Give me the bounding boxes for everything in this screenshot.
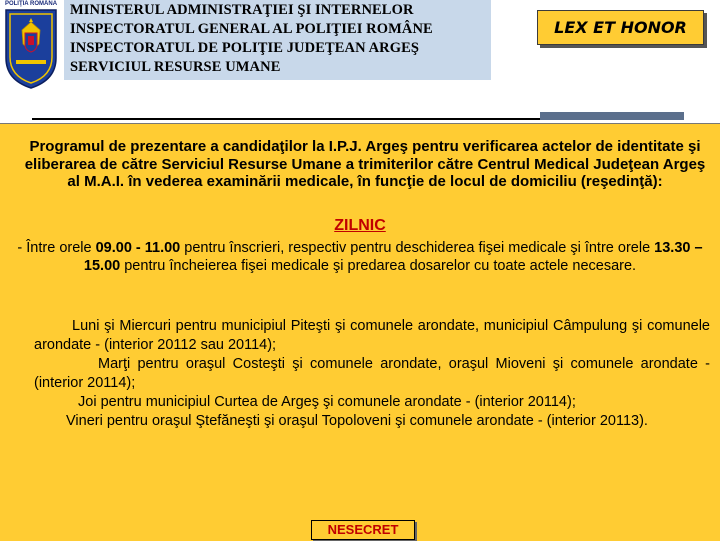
frequency-label <box>0 217 720 235</box>
romanian-police-emblem-icon <box>0 0 62 90</box>
hours-prefix: - Între orele <box>17 240 96 256</box>
header-county-inspectorate: INSPECTORATUL DE POLIŢIE JUDEŢEAN ARGEŞ <box>70 40 420 56</box>
header-general-inspectorate: INSPECTORATUL GENERAL AL POLIŢIEI ROMÂNE <box>70 21 433 37</box>
header-ministry: MINISTERUL ADMINISTRAŢIEI ŞI INTERNELOR <box>70 2 414 18</box>
page-title: Programul de prezentare a candidaţilor la I.P.J. Argeş pentru verificarea actelor de identitate şi eliberarea de către Serviciul Resurse Umane a trimiterilor către Centrul Medical Judeţean Argeş al M.A.I. în vederea examinării medicale, în funcţie de locul de domiciliu (reşedinţă): <box>24 138 706 190</box>
schedule-item-friday <box>34 412 710 431</box>
schedule-item-thursday <box>20 393 710 412</box>
main-content <box>0 123 720 541</box>
schedule-list <box>34 317 710 431</box>
schedule-item-tuesday <box>34 355 710 393</box>
logo-label: POLIŢIA ROMÂNĂ <box>4 1 58 7</box>
schedule-item-lead: Joi pentru municipiul Curtea de Argeş şi comunele <box>78 394 401 410</box>
institution-header <box>64 0 491 80</box>
hours-paragraph <box>6 239 714 275</box>
schedule-item-rest: arondate, municipiul Câmpulung şi comunele arondate - (interior 20112 sau 20114); <box>34 318 710 353</box>
classification-badge: NESECRET <box>311 520 415 540</box>
hours-suffix: pentru încheierea fişei medicale şi predarea dosarelor cu toate actele necesare. <box>120 258 637 274</box>
schedule-item-lead: Vineri pentru oraşul Ştefăneşti şi oraşul Topoloveni şi comunele <box>66 413 473 429</box>
hours-interval-1: 09.00 - 11.00 <box>95 240 181 256</box>
motto-badge <box>537 10 704 45</box>
schedule-item-rest: arondate - (interior 20113). <box>472 413 648 429</box>
schedule-item-lead: Marţi pentru oraşul Costeşti şi comunele <box>98 356 373 372</box>
motto-text: LEX ET HONOR <box>554 18 687 37</box>
schedule-item-rest: arondate, oraşul Mioveni şi comunele arondate - (interior 20114); <box>34 356 711 391</box>
header-department: SERVICIUL RESURSE UMANE <box>70 59 281 75</box>
hours-middle: pentru înscrieri, respectiv pentru deschiderea fişei medicale şi între orele <box>180 240 655 256</box>
schedule-item-lead: Luni şi Miercuri pentru municipiul Piteşti şi comunele <box>72 318 414 334</box>
police-emblem-logo <box>0 0 62 90</box>
hours-interval-2: 13.30 – 15.00 <box>83 240 703 274</box>
header-divider-accent <box>540 112 684 120</box>
schedule-item-monday-wednesday <box>34 317 710 355</box>
schedule-item-rest: arondate - (interior 20114); <box>400 394 576 410</box>
frequency-text: ZILNIC <box>334 217 386 234</box>
